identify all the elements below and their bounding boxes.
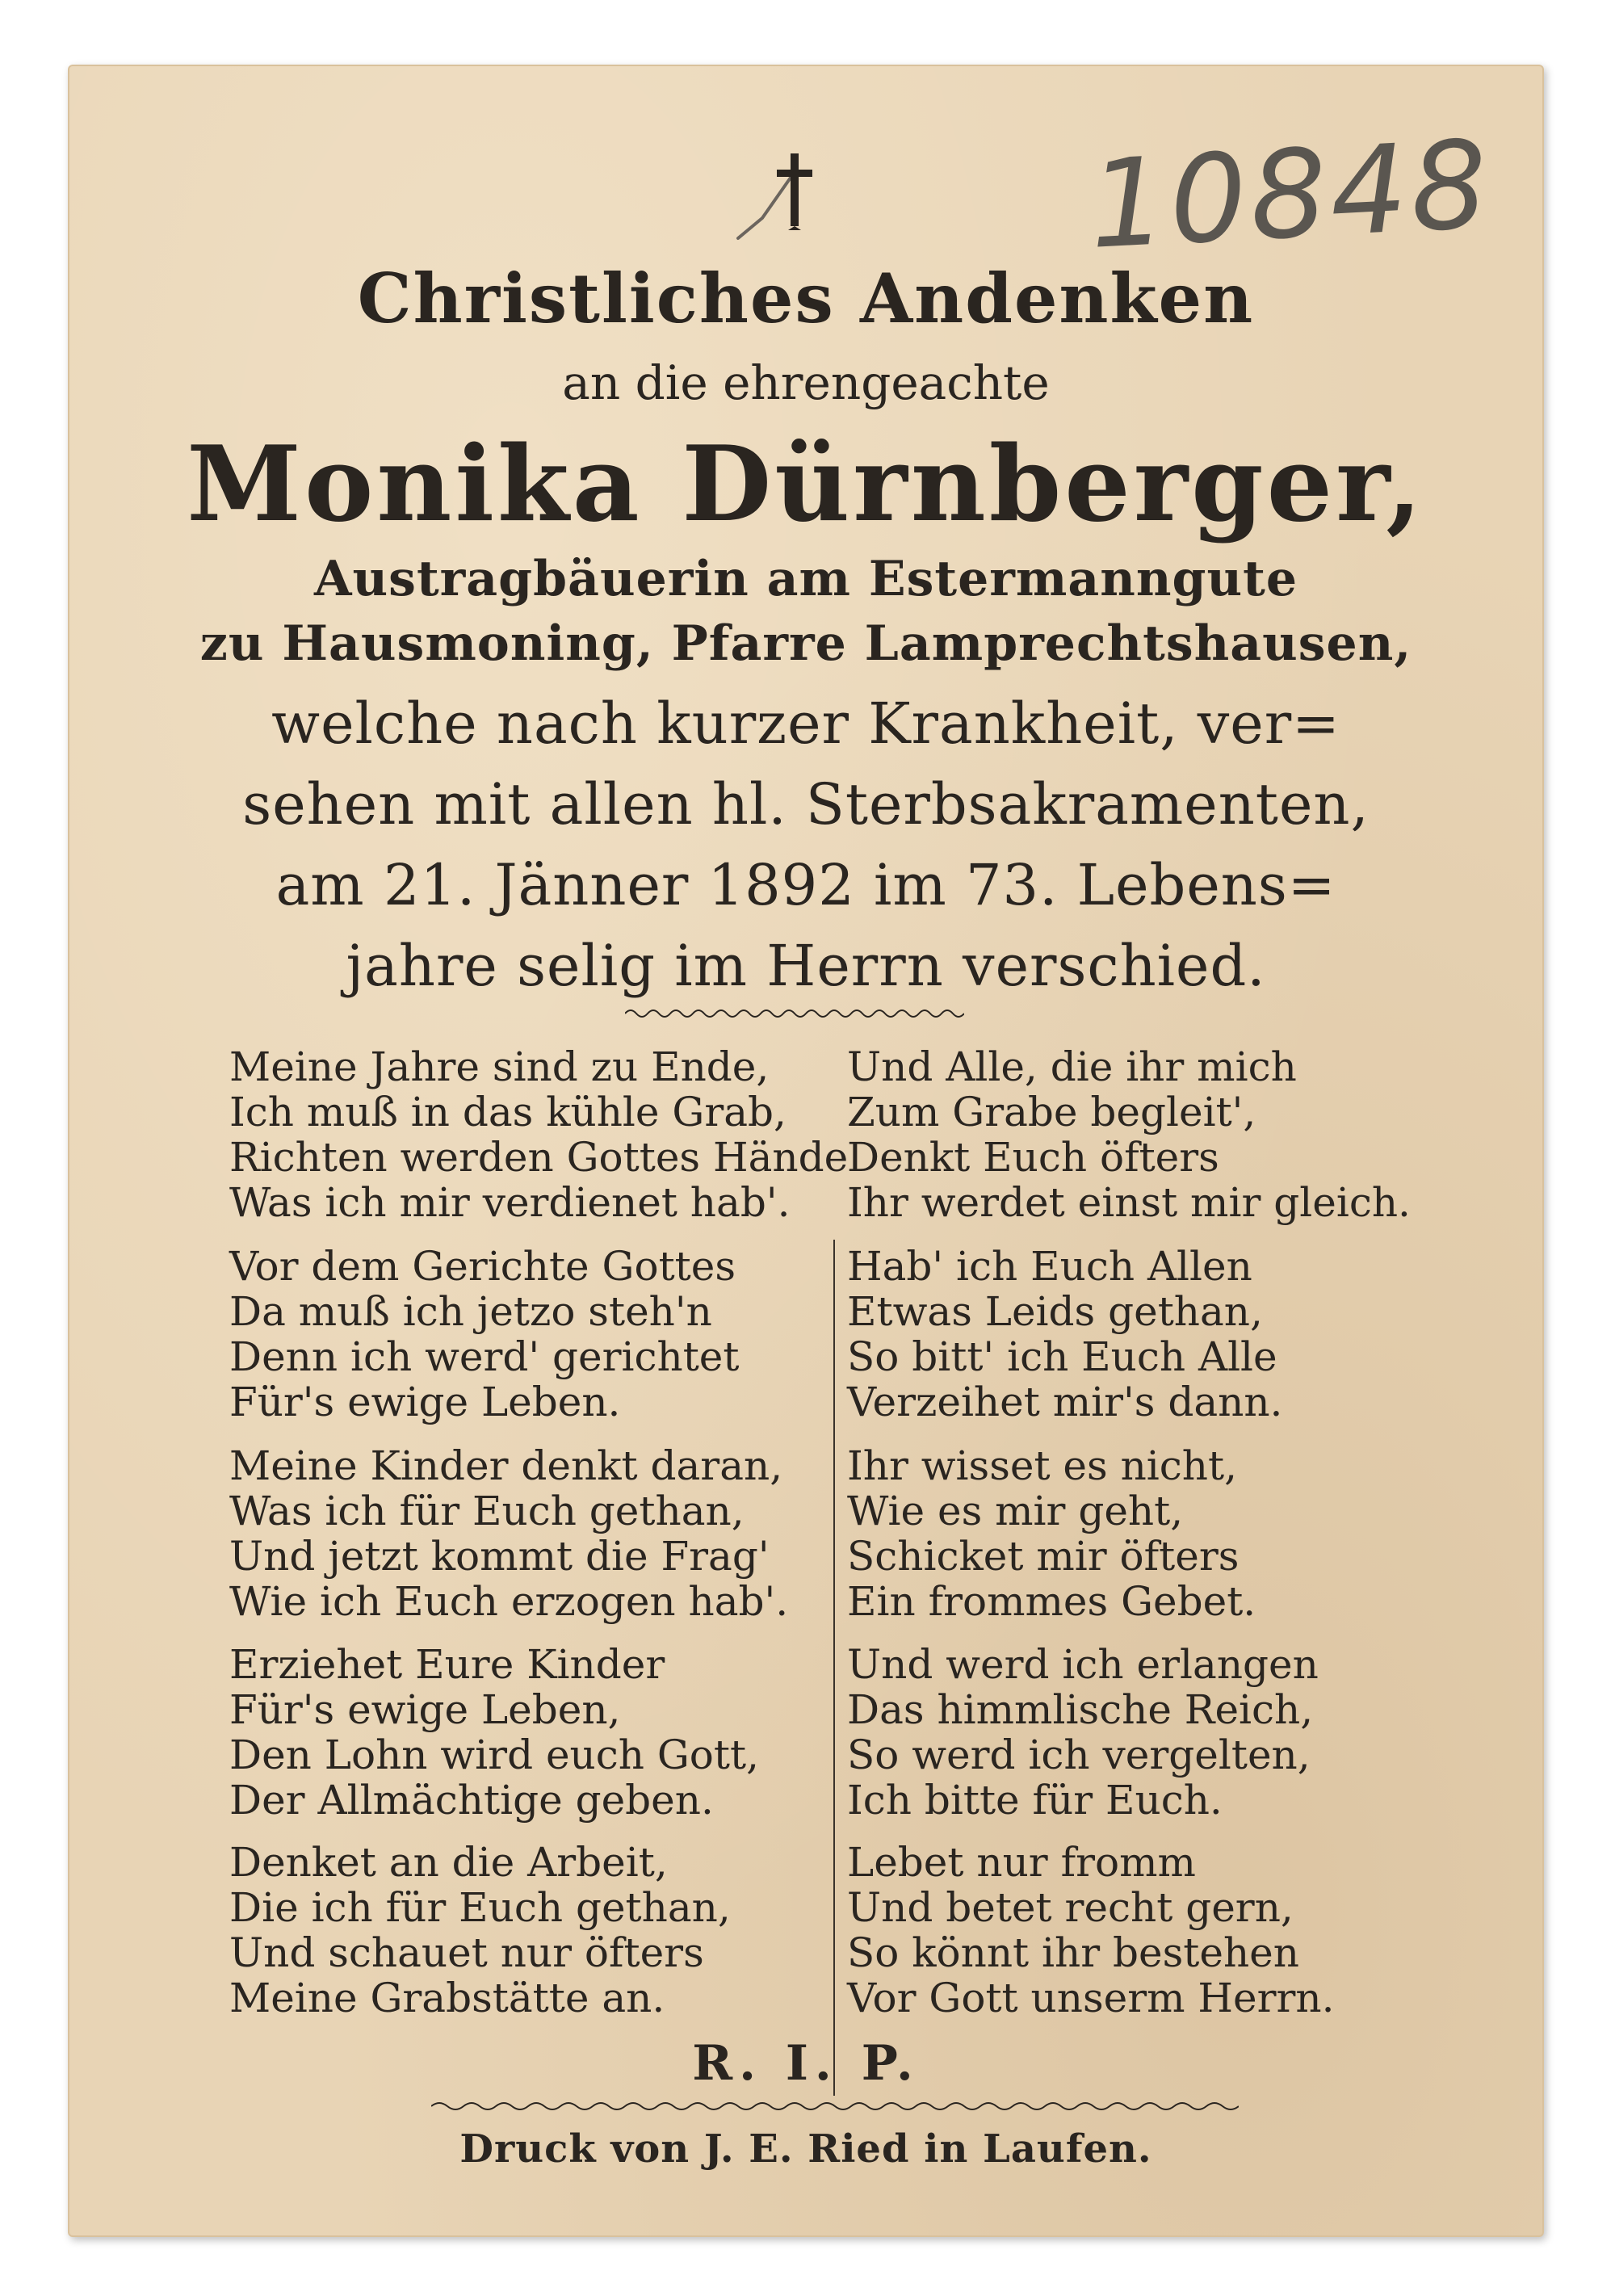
- death-notice-line: am 21. Jänner 1892 im 73. Lebens=: [275, 852, 1336, 918]
- verse-line: So bitt' ich Euch Alle: [847, 1333, 1277, 1380]
- archive-number: 10848: [1085, 115, 1495, 276]
- death-notice-line: sehen mit allen hl. Sterbsakramenten,: [242, 771, 1370, 837]
- verse-line: Und Alle, die ihr mich: [847, 1043, 1297, 1090]
- card-subtitle: an die ehrengeachte: [562, 355, 1050, 410]
- verse-line: Und schauet nur öfters: [229, 1929, 704, 1976]
- verse-stanza-right: [847, 1244, 1282, 1425]
- verse-line: Zum Grabe begleit',: [847, 1089, 1256, 1135]
- verse-line: Verzeihet mir's dann.: [847, 1379, 1283, 1425]
- verse-stanza-right: [847, 1044, 1411, 1225]
- deceased-name: Monika Dürnberger,: [187, 424, 1425, 545]
- verse-line: Der Allmächtige geben.: [229, 1777, 714, 1824]
- verse-line: Den Lohn wird euch Gott,: [229, 1731, 759, 1778]
- verse-line: So werd ich vergelten,: [847, 1731, 1311, 1778]
- verse-line: Schicket mir öfters: [847, 1533, 1240, 1580]
- printer-imprint: Druck von J. E. Ried in Laufen.: [459, 2126, 1152, 2172]
- verse-stanza-left: [229, 1642, 759, 1823]
- verse-line: Meine Jahre sind zu Ende,: [229, 1043, 770, 1090]
- verse-line: Ein frommes Gebet.: [847, 1578, 1256, 1625]
- verse-stanza-right: [847, 1642, 1319, 1823]
- column-divider: [833, 1240, 835, 2096]
- verse-stanza-left: [229, 1044, 848, 1225]
- verse-line: Für's ewige Leben,: [229, 1686, 621, 1733]
- verse-line: Meine Kinder denkt daran,: [229, 1442, 783, 1489]
- cross-icon: [770, 149, 819, 230]
- verse-line: Hab' ich Euch Allen: [847, 1243, 1252, 1290]
- verse-line: Für's ewige Leben.: [229, 1379, 621, 1425]
- card-title: Christliches Andenken: [357, 258, 1255, 338]
- verse-line: Ihr wisset es nicht,: [847, 1442, 1237, 1489]
- verse-line: Das himmlische Reich,: [847, 1686, 1314, 1733]
- verse-line: Da muß ich jetzo steh'n: [229, 1288, 712, 1335]
- verse-line: Etwas Leids gethan,: [847, 1288, 1263, 1335]
- verse-line: Vor dem Gerichte Gottes: [229, 1243, 736, 1290]
- verse-line: Lebet nur fromm: [847, 1839, 1196, 1886]
- verse-stanza-left: [229, 1443, 788, 1624]
- wavy-divider: [625, 1005, 964, 1022]
- verse-line: Denket an die Arbeit,: [229, 1839, 668, 1886]
- verse-line: Richten werden Gottes Hände: [229, 1134, 849, 1181]
- verse-stanza-left: [229, 1840, 731, 2021]
- memorial-card: [68, 65, 1544, 2237]
- death-notice-line: welche nach kurzer Krankheit, ver=: [271, 690, 1340, 757]
- verse-line: Wie es mir geht,: [847, 1488, 1184, 1534]
- verse-line: So könnt ihr bestehen: [847, 1929, 1299, 1976]
- verse-line: Und werd ich erlangen: [847, 1641, 1319, 1688]
- verse-line: Ich bitte für Euch.: [847, 1777, 1223, 1824]
- death-notice-line: jahre selig im Herrn verschied.: [346, 933, 1266, 999]
- verse-line: Meine Grabstätte an.: [229, 1975, 665, 2021]
- verse-line: Erziehet Eure Kinder: [229, 1641, 665, 1688]
- verse-stanza-right: [847, 1840, 1335, 2021]
- occupation-line: Austragbäuerin am Estermanngute: [314, 551, 1298, 607]
- verse-line: Die ich für Euch gethan,: [229, 1884, 731, 1931]
- verse-line: Denkt Euch öfters: [847, 1134, 1219, 1181]
- verse-stanza-right: [847, 1443, 1256, 1624]
- verse-line: Ihr werdet einst mir gleich.: [847, 1179, 1411, 1226]
- verse-line: Wie ich Euch erzogen hab'.: [229, 1578, 789, 1625]
- verse-line: Was ich für Euch gethan,: [229, 1488, 745, 1534]
- verse-line: Was ich mir verdienet hab'.: [229, 1179, 791, 1226]
- rip-closing: R. I. P.: [692, 2035, 920, 2092]
- wavy-divider: [431, 2098, 1239, 2114]
- occupation-line: zu Hausmoning, Pfarre Lamprechtshausen,: [199, 615, 1412, 672]
- verse-line: Denn ich werd' gerichtet: [229, 1333, 740, 1380]
- verse-line: Vor Gott unserm Herrn.: [847, 1975, 1335, 2021]
- verse-line: Und betet recht gern,: [847, 1884, 1294, 1931]
- verse-line: Ich muß in das kühle Grab,: [229, 1089, 787, 1135]
- verse-line: Und jetzt kommt die Frag': [229, 1533, 770, 1580]
- verse-stanza-left: [229, 1244, 739, 1425]
